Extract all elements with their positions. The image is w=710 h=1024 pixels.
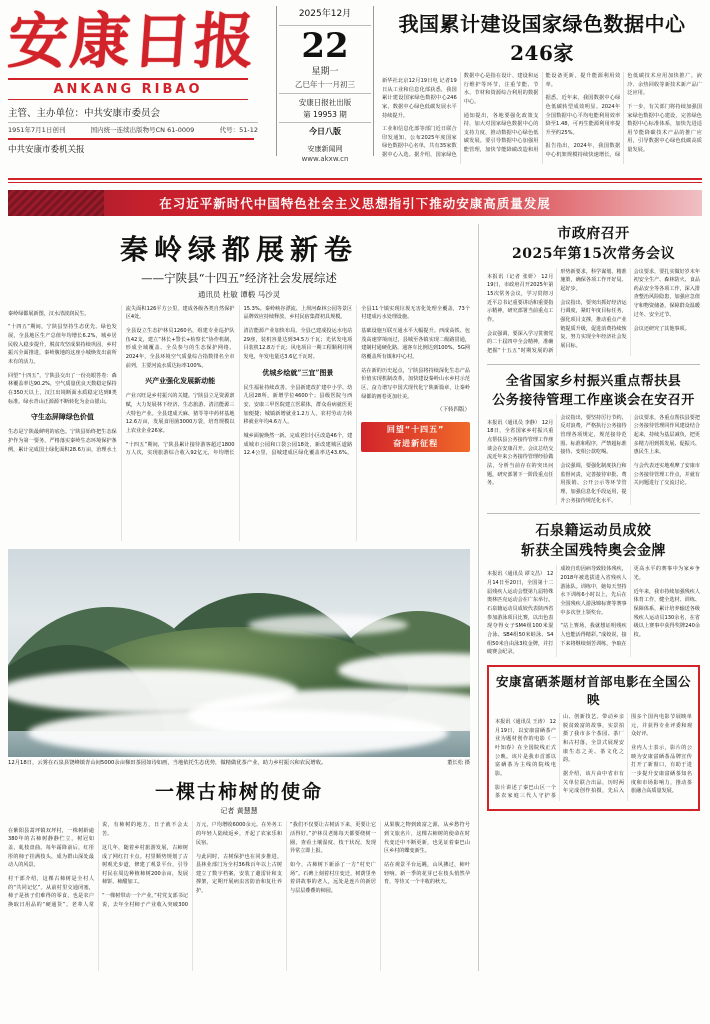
divider-red-thin [8, 182, 702, 183]
paragraph: 这几年，随着乡村旅游发展，古柿树成了网红打卡点。村里顺势规划了古树观光步道，修建了观景平台，引导村民在周边种植柿树200余亩，发展柿饼、柿醋加工。 [102, 844, 188, 886]
paragraph: 新华社北京12月19日电 记者19日从工业和信息化部获悉，我国累计建设国家绿色数据中心246家，数据中心绿色低碳发展水平持续提升。 [382, 78, 457, 119]
paragraph: 报告指出，2024年，我国数据中心机架规模持续快速增长，绿色低碳技术应用加快推广，液冷、余热回收等新技术新产品广泛应用。 [545, 73, 702, 158]
section-title: 兴产业强化发展新动能 [145, 376, 216, 386]
photo-caption: 12月18日，云雾在石泉县饶峰镇青山间5000余亩梯田茶园如诗如画，当地依托生态优势，做精做优茶产业，助力乡村振兴和农民增收。 [8, 759, 327, 766]
story-title: 安康富硒茶题材首部电影在全国公映 [495, 673, 691, 707]
continuation-note: （下转四版） [436, 407, 470, 414]
paragraph: 本报讯（通讯员 王涛） 12月19日，以安康富硒茶产业为题材创作的电影《一叶知春》在全国院线正式公映。该片是我市首部以富硒茶为主线的院线电影。 [495, 719, 556, 777]
issue-number: 第 19953 期 [303, 109, 347, 119]
paragraph: 会议要求，各重点帮扶县要把公务接待管理同作风建设结合起来，持续为基层减负，把更多精力用到抓发展、促振兴、惠民生上来。 [633, 414, 700, 456]
license-right: 代号：51-12 [219, 126, 258, 134]
story-title-line1: 全省国家乡村振兴重点帮扶县 [505, 373, 682, 389]
paragraph: 生态是宁陕最鲜明的底色。宁陕县始终把生态保护作为第一要务，严格落实秦岭生态环境保护条例，累计完成国土绿化面积28.6万亩，治理水土流失面积126平方公里，建成各级各类自然保护区4处。 [8, 305, 235, 453]
website-url[interactable]: www.akxw.cn [301, 155, 349, 164]
left-column [8, 224, 470, 972]
photo-caption-row [8, 760, 470, 768]
mid-story-title: 一棵古柿树的使命 [154, 781, 323, 804]
paragraph: 影片讲述了秦巴山区一个茶农家庭三代人守护茶山、创新技艺、带动乡亲脱贫致富的故事，实景拍摄了我市多个茶园、茶厂和古村落，全景式展现安康生态之美、茶文化之韵。 [495, 713, 624, 800]
divider [487, 364, 700, 365]
paragraph: 秦岭绿都展新图，汉水清波润民生。 [8, 310, 90, 317]
paper-name: 安康日报 [5, 7, 259, 77]
story-body [487, 414, 700, 506]
license-left: 1951年7月1日创刊 [8, 126, 66, 134]
paragraph: 民生福祉持续改善。全县新建改扩建中小学、幼儿园28所，新增学位4600个；县级医院与西安、安康三甲医院建立医联体，群众看病就医更加便捷；城镇新增就业1.2万人，农村劳动力转移就业年均4.6万人。 [243, 384, 353, 426]
paragraph: 与会代表还实地观摩了安康市公务接待管理工作点，并就有关问题进行了交流讨论。 [633, 462, 700, 487]
paragraph: “十四五”期间，宁陕县坚持生态优先、绿色发展，全县地区生产总值年均增长6.2%，城乡居民收入稳步提升，脱贫攻坚成果持续巩固，乡村振兴全面推进，秦岭腹地的这座小城焕发出前所未有的活力。 [8, 324, 117, 365]
right-story-3 [487, 521, 700, 657]
paragraph: 据悉，近年来，我国数据中心绿色低碳转型成效明显。2024年全国数据中心平均电能利用效率降至1.48，可再生能源利用率提升至约25%。 [545, 95, 621, 136]
photo-cloud [248, 615, 408, 635]
paragraph: 村干部介绍，这棵古柿树是全村人的“共同记忆”。从前村里交通闭塞，柿子是孩子们难得的零食，也是农户换取日用品的“硬通货”。老辈人常说，有柿树的地方，日子就不会太苦。 [8, 822, 188, 908]
mid-story-byline: 记者 黄慧慧 [220, 807, 258, 816]
lead-story-body [8, 305, 470, 541]
photo-cloud [28, 709, 448, 757]
paragraph: 本报讯（通讯员 谭文昌） 12月14日至20日，全国第十二届残疾人运动会暨第九届特殊奥林匹克运动会在广东举行。石泉籍运动员成姣代表陕西省参加游泳项目比赛，以出色表现夺得女子SM4组100米混合泳、SB4组50米蛙泳、S4组50米自由泳3枚金牌，并打破赛会纪录。 [487, 571, 554, 656]
headline-body [382, 72, 702, 164]
paragraph: “十四五”期间，宁陕县累计接待游客超过1800万人次，实现旅游综合收入92亿元，年均增长15.3%。秦岭峡谷漂流、上坝河森林公园等景区品牌效应持续释放，乡村民宿集群初具规模。 [125, 305, 353, 457]
paper-sponsor: 主管、主办单位：中共安康市委员会 [8, 108, 161, 119]
paragraph: 与此同时，古树保护也在同步推进。县林业部门为全村36株百年以上古树建立了数字档案，安装了避雷针和支撑架，定期开展病虫害防治和复壮养护。 [196, 853, 282, 895]
paragraph: 据介绍，该片由中省市有关单位联合出品，历时两年完成创作拍摄，先后入围多个国内电影节展映单元，并获得专业评委和观众好评。 [563, 713, 692, 795]
paragraph: 全县设立生态护林员1260名，组建专业巡护队伍42支，建立“林长+警长+检察长”协作机制，形成全域覆盖、全员参与的生态保护网络。2024年，全县环境空气质量综合指数排名全市前列，主要河流水质达标率100%。 [125, 327, 235, 369]
headline-title: 我国累计建设国家绿色数据中心246家 [398, 12, 686, 65]
publisher: 安康日报社出版 [279, 93, 371, 108]
story-title-line2: 公务接待管理工作座谈会在安召开 [492, 392, 695, 408]
paragraph: 会议指出，要突出抓好经济运行调度，紧盯年度目标任务，强化项目支撑，推动重点产业链提质升级，促进消费持续恢复，努力实现全年经济社会发展目标。 [560, 299, 627, 349]
story-body [495, 713, 692, 801]
page-count: 今日八版 [279, 122, 371, 138]
date-lunar: 乙巳年十一月初三 [295, 80, 355, 89]
paragraph: “一棵树带动一个产业。”村党支部书记说，去年全村柿子产业收入突破300万元，户均增收6000余元。在外务工的年轻人陆续返乡，开起了农家乐和民宿。 [102, 822, 282, 908]
paragraph: 成姣自幼因病导致肢体残疾，2018年被选拔进入省残疾人游泳队。训练中，她每天坚持水下训练6小时以上，先后在全国残疾人游泳锦标赛等赛事中多次登上领奖台。 [560, 566, 627, 616]
lead-story-subtitle: ——宁陕县“十四五”经济社会发展综述 [141, 270, 337, 285]
right-story-1 [487, 224, 700, 356]
series-stamp [361, 422, 470, 452]
date-day: 22 [301, 25, 349, 66]
story-title-line2: 斩获全国残特奥会金牌 [521, 543, 666, 560]
paragraph: 工业和信息化部等部门近日联合印发通知，公布2025年度国家绿色数据中心名单，共有35家数据中心入选。据介绍，国家绿色数据中心是指在设计、建设和运行维护等环节，注重节能、节水、节材和资源综合利用的数据中心。 [382, 73, 539, 158]
paragraph: 从果腹之物到致富之源，从乡愁符号到文旅名片，这棵古柿树的使命在时代变迁中不断更新，也见证着秦巴山区乡村的蝶变新生。 [384, 822, 470, 855]
paragraph: 本报讯（记者 张妍） 12月19日，市政府召开2025年第15次常务会议，学习贯彻习近平总书记重要讲话和重要指示精神，研究部署当前重点工作。 [487, 273, 554, 323]
story-title-line1: 市政府召开 [557, 225, 630, 242]
paragraph: 会议指出，要坚持厉行节约、反对浪费，严格执行公务接待管理各项规定，规范接待范围、标准和程序，严禁超标准接待、变相公款吃喝。 [560, 414, 627, 456]
paragraph: 通知提出，各地要强化政策支持，加大对国家绿色数据中心的支持力度，推动数据中心绿色低碳发展。要引导数据中心加强用能管理，加快节能降碳改造和用能设备更新，提升能源利用效率。 [463, 73, 621, 153]
right-column [478, 224, 700, 972]
story-title-line1: 石泉籍运动员成姣 [535, 523, 652, 540]
paragraph: 下一步，有关部门将持续加强国家绿色数据中心建设，完善绿色数据中心标准体系，加快先进适用节能降碳技术产品的推广应用，引导数据中心绿色低碳高质量发展。 [627, 103, 702, 153]
divider [487, 513, 700, 514]
series-stamp-line2: 奋进新征程 [393, 438, 439, 448]
paragraph: 站在观景平台远眺，山风拂过，柿叶轻响。新一季的花芽已在枝头悄然孕育，等待又一个丰收的秋天。 [384, 862, 470, 886]
date-year-month: 2025年12月 [279, 8, 371, 26]
paragraph: 业内人士表示，影片的公映为安康富硒茶品牌宣传打开了新窗口，有助于进一步提升安康富硒茶知名度和市场影响力，推动茶旅融合高质量发展。 [631, 744, 692, 795]
section-title: 守生态屏障绿色价值 [30, 412, 94, 422]
paragraph: 在紫阳县蒿坪镇双坪村，一株树龄逾380年的古柿树静静伫立，树冠如盖，虬枝盘曲。每年霜降前后，红彤彤的柿子挂满枝头，成为群山深处最动人的风景。 [8, 827, 94, 869]
paragraph: 会议还研究了其他事项。 [633, 325, 690, 332]
story-body [487, 565, 700, 657]
story-body [487, 268, 700, 356]
date-weekday: 星期一 [311, 66, 339, 77]
date-block [276, 6, 374, 164]
paragraph: 城乡面貌焕然一新。完成老旧小区改造46个，建成城市公园和口袋公园18处，新改建城区道路12.4公里，县城建成区绿化覆盖率达43.6%。全县11个镇实现垃圾无害化处理全覆盖，73个村建成污水处理设施。 [243, 305, 470, 457]
content-grid [8, 224, 702, 972]
paper-license [8, 122, 258, 134]
paragraph: 回望“十四五”，宁陕县交出了一份亮眼答卷：森林覆盖率达90.2%，空气质量优良天数稳定保持在350天以上，汉江出境断面水质稳定达到Ⅱ类标准。绿水青山正源源不断转化为金山银山。 [8, 372, 117, 405]
paragraph: 清洁能源产业加快布局。全县已建成投运水电站29座，装机容量达到34.5万千瓦；光伏发电项目装机12.8万千瓦；风电项目一期工程顺利并网发电，年发电量达3.6亿千瓦时。 [243, 327, 353, 360]
series-stamp-line1: 回望“十四五” [386, 425, 445, 435]
paragraph: “我们不仅要让古树活下来，更要让它活得好。”护林员老陈每天都要绕树一圈，查看土壤湿度、枝干状况，发现异常立即上报。 [290, 822, 376, 855]
right-story-4-boxed [487, 665, 700, 811]
masthead-logo-block [5, 6, 276, 155]
paragraph: 会议强调，要强化制度执行和监督问责，完善接待审批、费用报销、公开公示等环节管理，加强信息化手段运用，提升公务接待规范化水平。 [560, 462, 627, 504]
cpc-organ-line: 中共安康市委机关报 [8, 138, 254, 155]
right-story-2 [487, 372, 700, 506]
theme-banner-text: 在习近平新时代中国特色社会主义思想指引下推动安康高质量发展 [159, 195, 551, 211]
photo-credit: 董长松 摄 [447, 759, 470, 766]
paragraph: 会议要求，要扎实做好岁末年初安全生产、森林防火、食品药品安全等各项工作，深入排查整治风险隐患，加强应急值守和物资储备，保障群众温暖过冬、安全过节。 [633, 268, 700, 318]
paper-name-pinyin: ANKANG RIBAO [8, 78, 248, 100]
paragraph: “站上赛场，我就想证明残疾人也能活得精彩。”成姣说，接下来将继续刻苦训练，争取在更高水平的赛事中为家乡争光。 [560, 566, 700, 647]
paragraph: 本报讯（通讯员 李静） 12月18日，全省国家乡村振兴重点帮扶县公务接待管理工作座谈会在安康召开。会议总结交流近年来公务接待管理经验做法，分析当前存在的突出问题，研究部署下一阶段重点任务。 [487, 419, 554, 487]
paragraph: 会议强调，要深入学习贯彻党的二十届四中全会精神，准确把握“十五五”时期发展的新形势新要求，科学谋划、精准施策，确保各项工作开好局、起好步。 [487, 268, 627, 354]
theme-banner [8, 190, 702, 216]
paragraph: 基础设施互联互通水平大幅提升。西成高铁、包茂高速穿境而过，县城至各镇实现二级路贯通，建制村通硬化路、通客车比例达到100%，5G网络覆盖所有镇和中心村。 [361, 327, 470, 360]
paragraph: 如今，古柿树下新添了一方“村史广场”。石碑上刻着村庄变迁，树荫里坐着讲故事的老人，远处是连片的新居与层层叠叠的柿园。 [290, 862, 376, 895]
license-mid: 国内统一连续出版物号CN 61-0009 [90, 126, 195, 134]
lead-story-byline: 通讯员 杜敏 谭椴 马沙灵 [197, 289, 281, 299]
photo-block [8, 549, 470, 768]
headline-story [374, 6, 702, 164]
paragraph: 近年来，我市持续加强残疾人体育工作，健全选材、训练、保障体系，累计培养输送各级残疾人运动员130余名，在省级以上赛事中获得奖牌240余枚。 [633, 588, 700, 638]
lead-story-title: 秦岭绿都展新卷 [119, 232, 358, 266]
paragraph: 产业兴旺是乡村振兴的关键。宁陕县立足资源禀赋，大力发展林下经济、生态旅游、清洁能源三大特色产业。全县建成天麻、猪苓等中药材基地12.6万亩，发展食用菌3000万袋，培育规模以上农业企业26家。 [125, 393, 235, 434]
news-agency: 安康新闻网 [307, 144, 343, 153]
story-title-line2: 2025年第15次常务会议 [512, 245, 675, 262]
masthead [5, 6, 702, 174]
photo-image [8, 549, 470, 757]
divider-red [8, 178, 702, 180]
section-title: 优城乡绘就“三宜”图景 [262, 367, 334, 377]
mid-story-body [8, 821, 470, 971]
paragraph: 站在新的历史起点，宁陕县将持续深化生态产品价值实现机制改革，加快建设秦岭山水乡村示范区，奋力谱写中国式现代化宁陕新篇章，让秦岭绿都的画卷更加壮美。 [361, 367, 470, 400]
